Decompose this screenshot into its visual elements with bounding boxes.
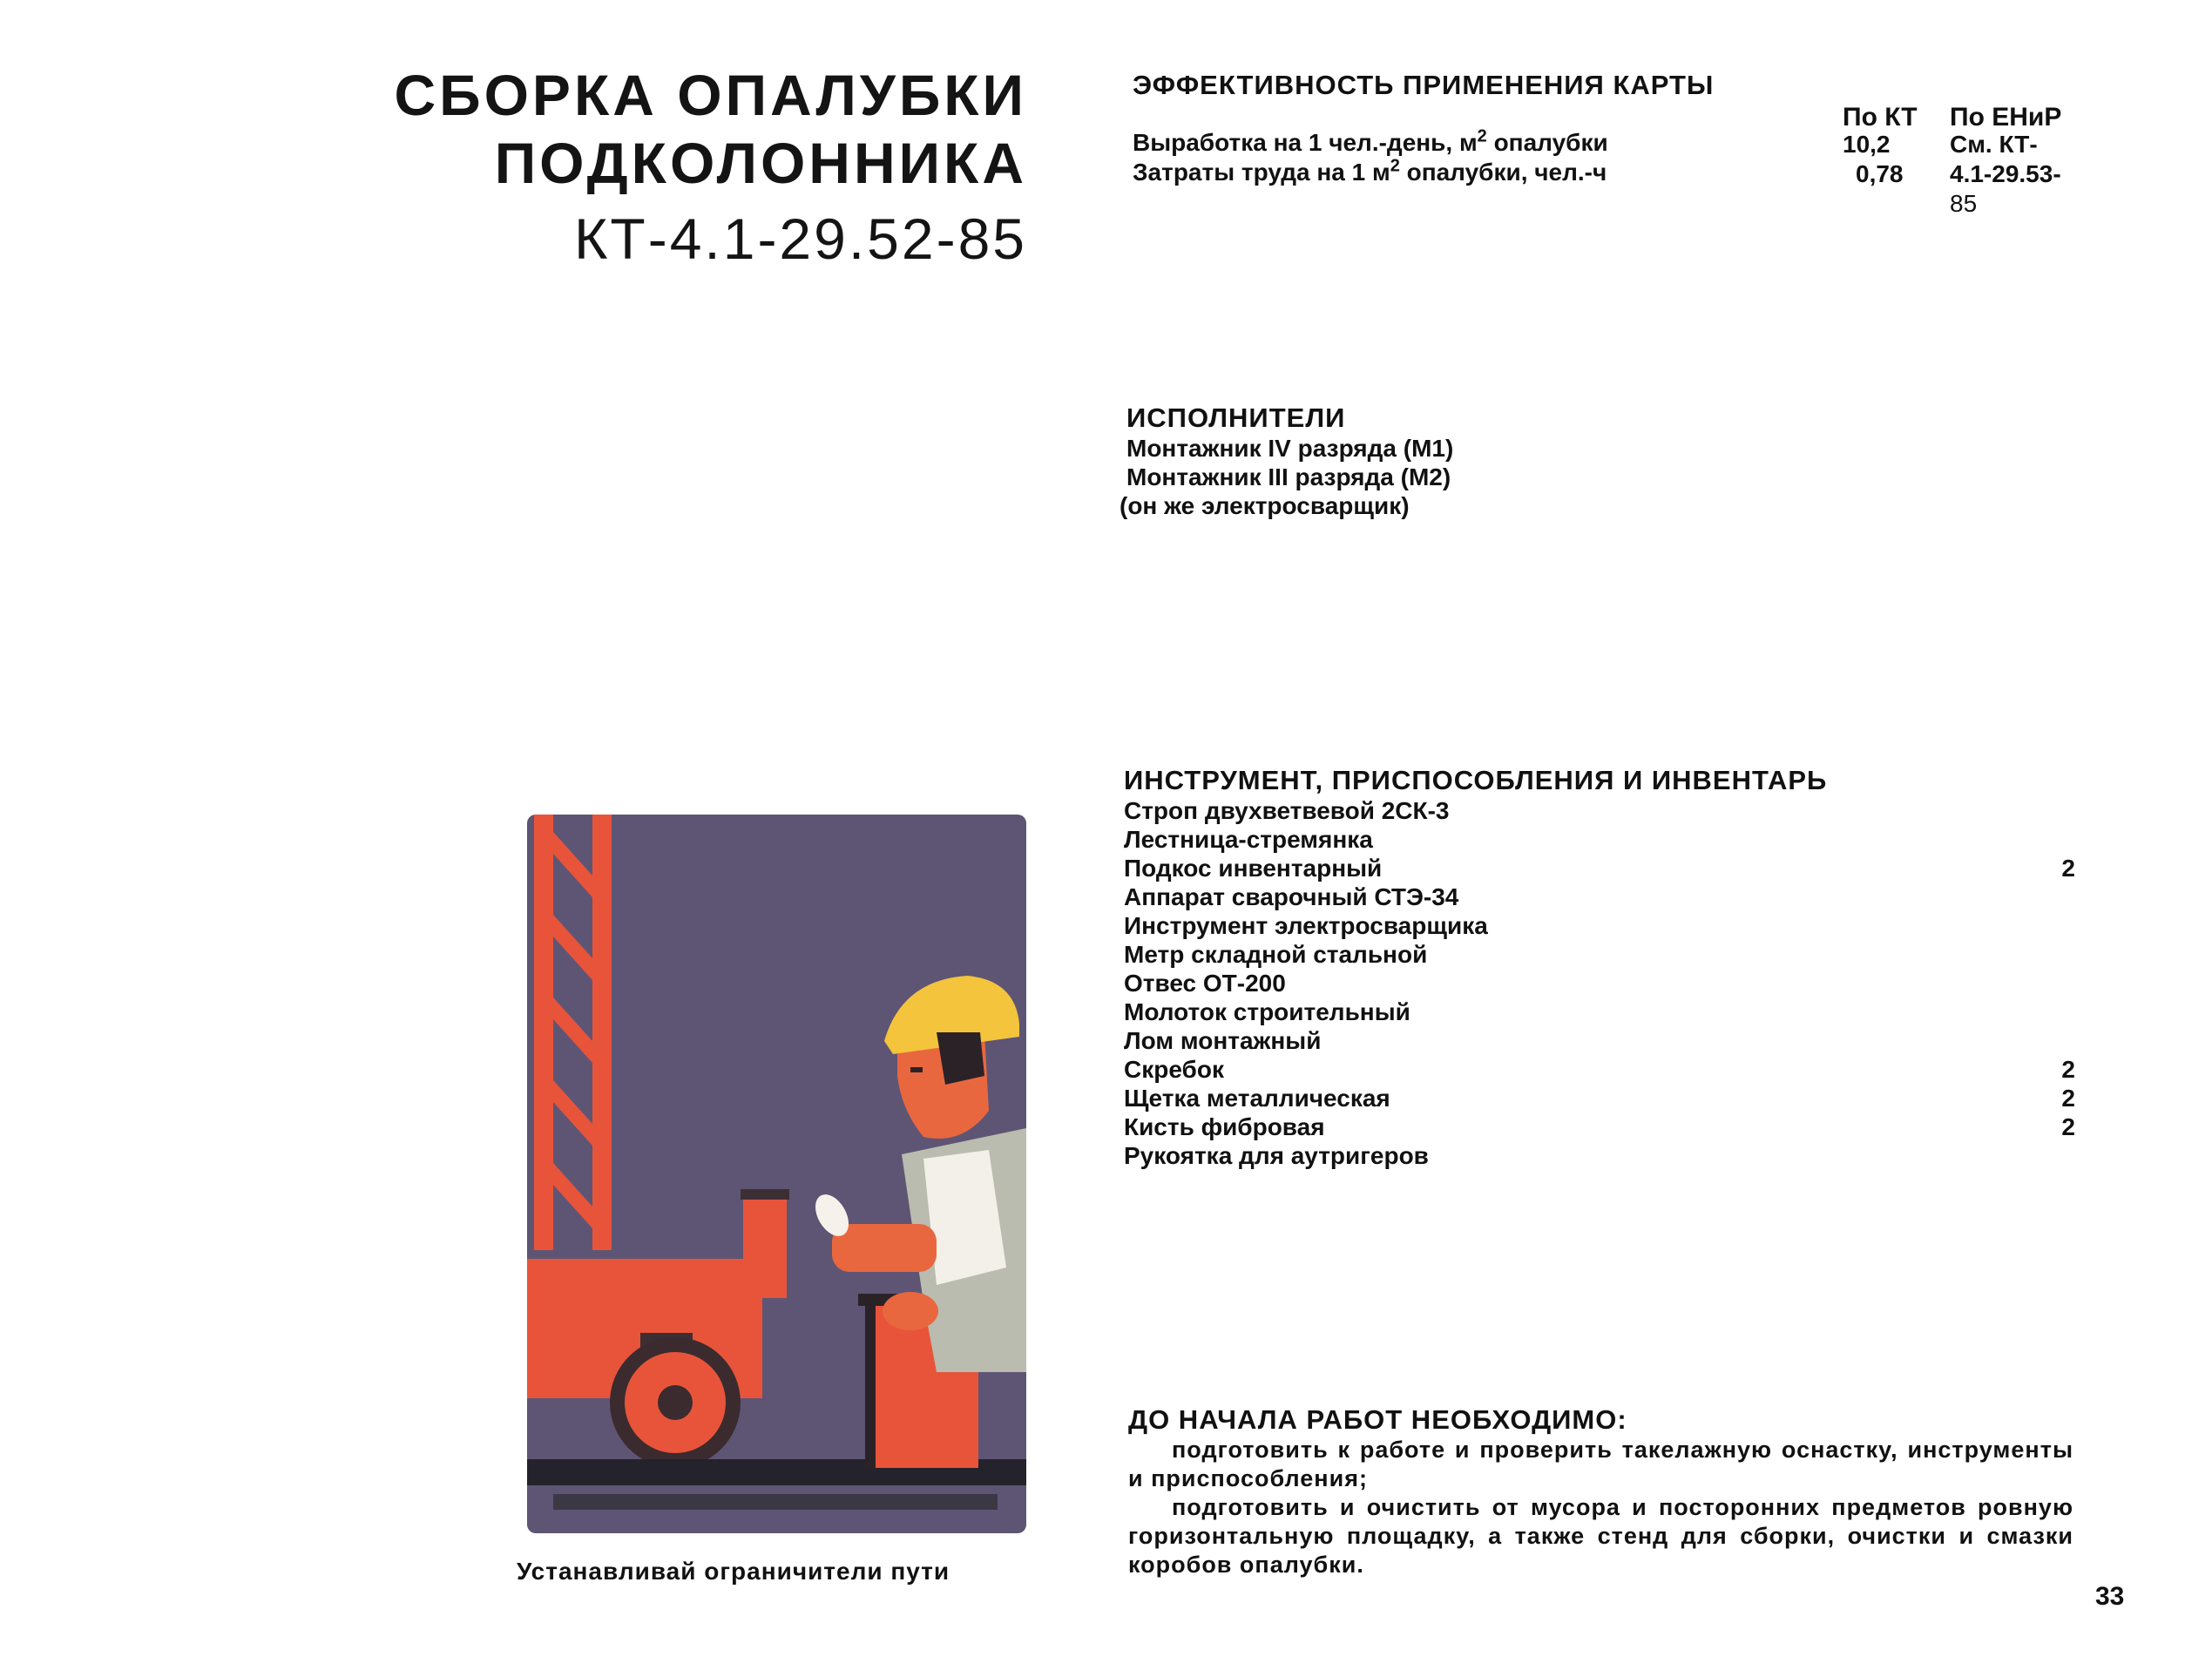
- tool-name: Кисть фибровая: [1124, 1113, 1325, 1140]
- executor-item: Монтажник III разряда (М2): [1126, 463, 1451, 490]
- tool-item: [1124, 1084, 2091, 1112]
- page-title: [394, 61, 1027, 281]
- tool-item: [1124, 1055, 2091, 1084]
- labor-kt-value: 0,78: [1856, 160, 1904, 187]
- tool-item: [1124, 911, 2091, 940]
- col-header-kt: По КТ: [1843, 103, 1918, 132]
- tool-qty: [2049, 997, 2091, 1026]
- tool-name: Отвес ОТ-200: [1124, 970, 1286, 997]
- tool-qty: 2: [2061, 855, 2075, 882]
- tool-name: Строп двухветвевой 2СК-3: [1124, 797, 1450, 824]
- tool-qty: [2049, 825, 2091, 854]
- executor-item: Монтажник IV разряда (М1): [1126, 435, 1454, 462]
- tool-name: Лом монтажный: [1124, 1027, 1322, 1054]
- enir-ref-tail: 85: [1950, 190, 1978, 217]
- title-line-2: ПОДКОЛОННИКА: [494, 131, 1027, 195]
- col-header-enir: По ЕНиР: [1950, 103, 2062, 132]
- row-label-tail: опалубки: [1486, 129, 1608, 156]
- tool-item: [1124, 969, 2091, 997]
- tool-item: [1124, 1141, 2091, 1170]
- output-kt-value: 10,2: [1843, 131, 1891, 158]
- tool-name: Скребок: [1124, 1056, 1224, 1083]
- tool-name: Лестница-стремянка: [1124, 826, 1373, 853]
- row-label: Выработка на 1 чел.-день, м: [1133, 129, 1478, 156]
- efficiency-row-labor: [1133, 156, 1607, 186]
- tool-item: [1124, 796, 2091, 825]
- tool-qty: [2049, 940, 2091, 969]
- superscript: 2: [1477, 126, 1487, 146]
- output-enir-value: См. КТ-: [1950, 131, 2038, 158]
- before-work-section: [1128, 1404, 2073, 1579]
- card-code: КТ-4.1-29.52-85: [573, 206, 1027, 271]
- tool-qty: 2: [2061, 1056, 2075, 1083]
- executors-heading: ИСПОЛНИТЕЛИ: [1126, 402, 1346, 433]
- row-label-tail: опалубки, чел.-ч: [1399, 159, 1607, 186]
- efficiency-section: [1133, 70, 2091, 244]
- tool-name: Подкос инвентарный: [1124, 855, 1383, 882]
- tool-item: [1124, 825, 2091, 854]
- efficiency-heading: ЭФФЕКТИВНОСТЬ ПРИМЕНЕНИЯ КАРТЫ: [1133, 70, 1715, 100]
- rail-base: [553, 1494, 998, 1510]
- row-label: Затраты труда на 1 м: [1133, 159, 1390, 186]
- crane-wheel: [610, 1337, 741, 1468]
- tool-item: [1124, 997, 2091, 1026]
- before-work-paragraph: подготовить и очистить от мусора и посторонних предметов ровную горизонтальную площадку, а также стенд для сборки, очистки и смазки коробов опалубки.: [1128, 1494, 2073, 1578]
- superscript: 2: [1390, 156, 1400, 176]
- tool-item: [1124, 1112, 2091, 1141]
- tool-name: Метр складной стальной: [1124, 941, 1428, 968]
- tools-heading: ИНСТРУМЕНТ, ПРИСПОСОБЛЕНИЯ И ИНВЕНТАРЬ: [1124, 765, 1828, 795]
- labor-enir-value: 4.1-29.53-: [1950, 160, 2061, 187]
- executor-item: (он же электросварщик): [1120, 492, 1410, 519]
- executors-section: [1120, 402, 1454, 520]
- tool-qty: [2049, 969, 2091, 997]
- tool-name: Щетка металлическая: [1124, 1085, 1390, 1112]
- worker-crane-illustration: [527, 815, 1026, 1533]
- tool-qty: [2049, 911, 2091, 940]
- tool-name: Молоток строительный: [1124, 998, 1410, 1025]
- tool-item: [1124, 854, 2091, 882]
- tool-name: Рукоятка для аутригеров: [1124, 1142, 1429, 1169]
- tool-qty: 2: [2061, 1113, 2075, 1140]
- tool-name: Инструмент электросварщика: [1124, 912, 1488, 939]
- tool-qty: [2049, 796, 2091, 825]
- illustration-caption: Устанавливай ограничители пути: [517, 1558, 950, 1585]
- tool-item: [1124, 940, 2091, 969]
- tool-item: [1124, 882, 2091, 911]
- tool-qty: [2049, 882, 2091, 911]
- tool-item: [1124, 1026, 2091, 1055]
- before-work-paragraph: подготовить к работе и проверить такелажную оснастку, инструменты и приспособления;: [1128, 1437, 2073, 1491]
- tool-qty: 2: [2061, 1085, 2075, 1112]
- tools-section: [1124, 765, 2091, 1170]
- tool-qty: [2049, 1026, 2091, 1055]
- tool-name: Аппарат сварочный СТЭ-34: [1124, 883, 1459, 910]
- tool-qty: [2049, 1141, 2091, 1170]
- title-line-1: СБОРКА ОПАЛУБКИ: [394, 63, 1027, 127]
- before-work-heading: ДО НАЧАЛА РАБОТ НЕОБХОДИМО:: [1128, 1404, 1627, 1435]
- page-number: 33: [2095, 1582, 2125, 1611]
- efficiency-row-output: [1133, 126, 1608, 157]
